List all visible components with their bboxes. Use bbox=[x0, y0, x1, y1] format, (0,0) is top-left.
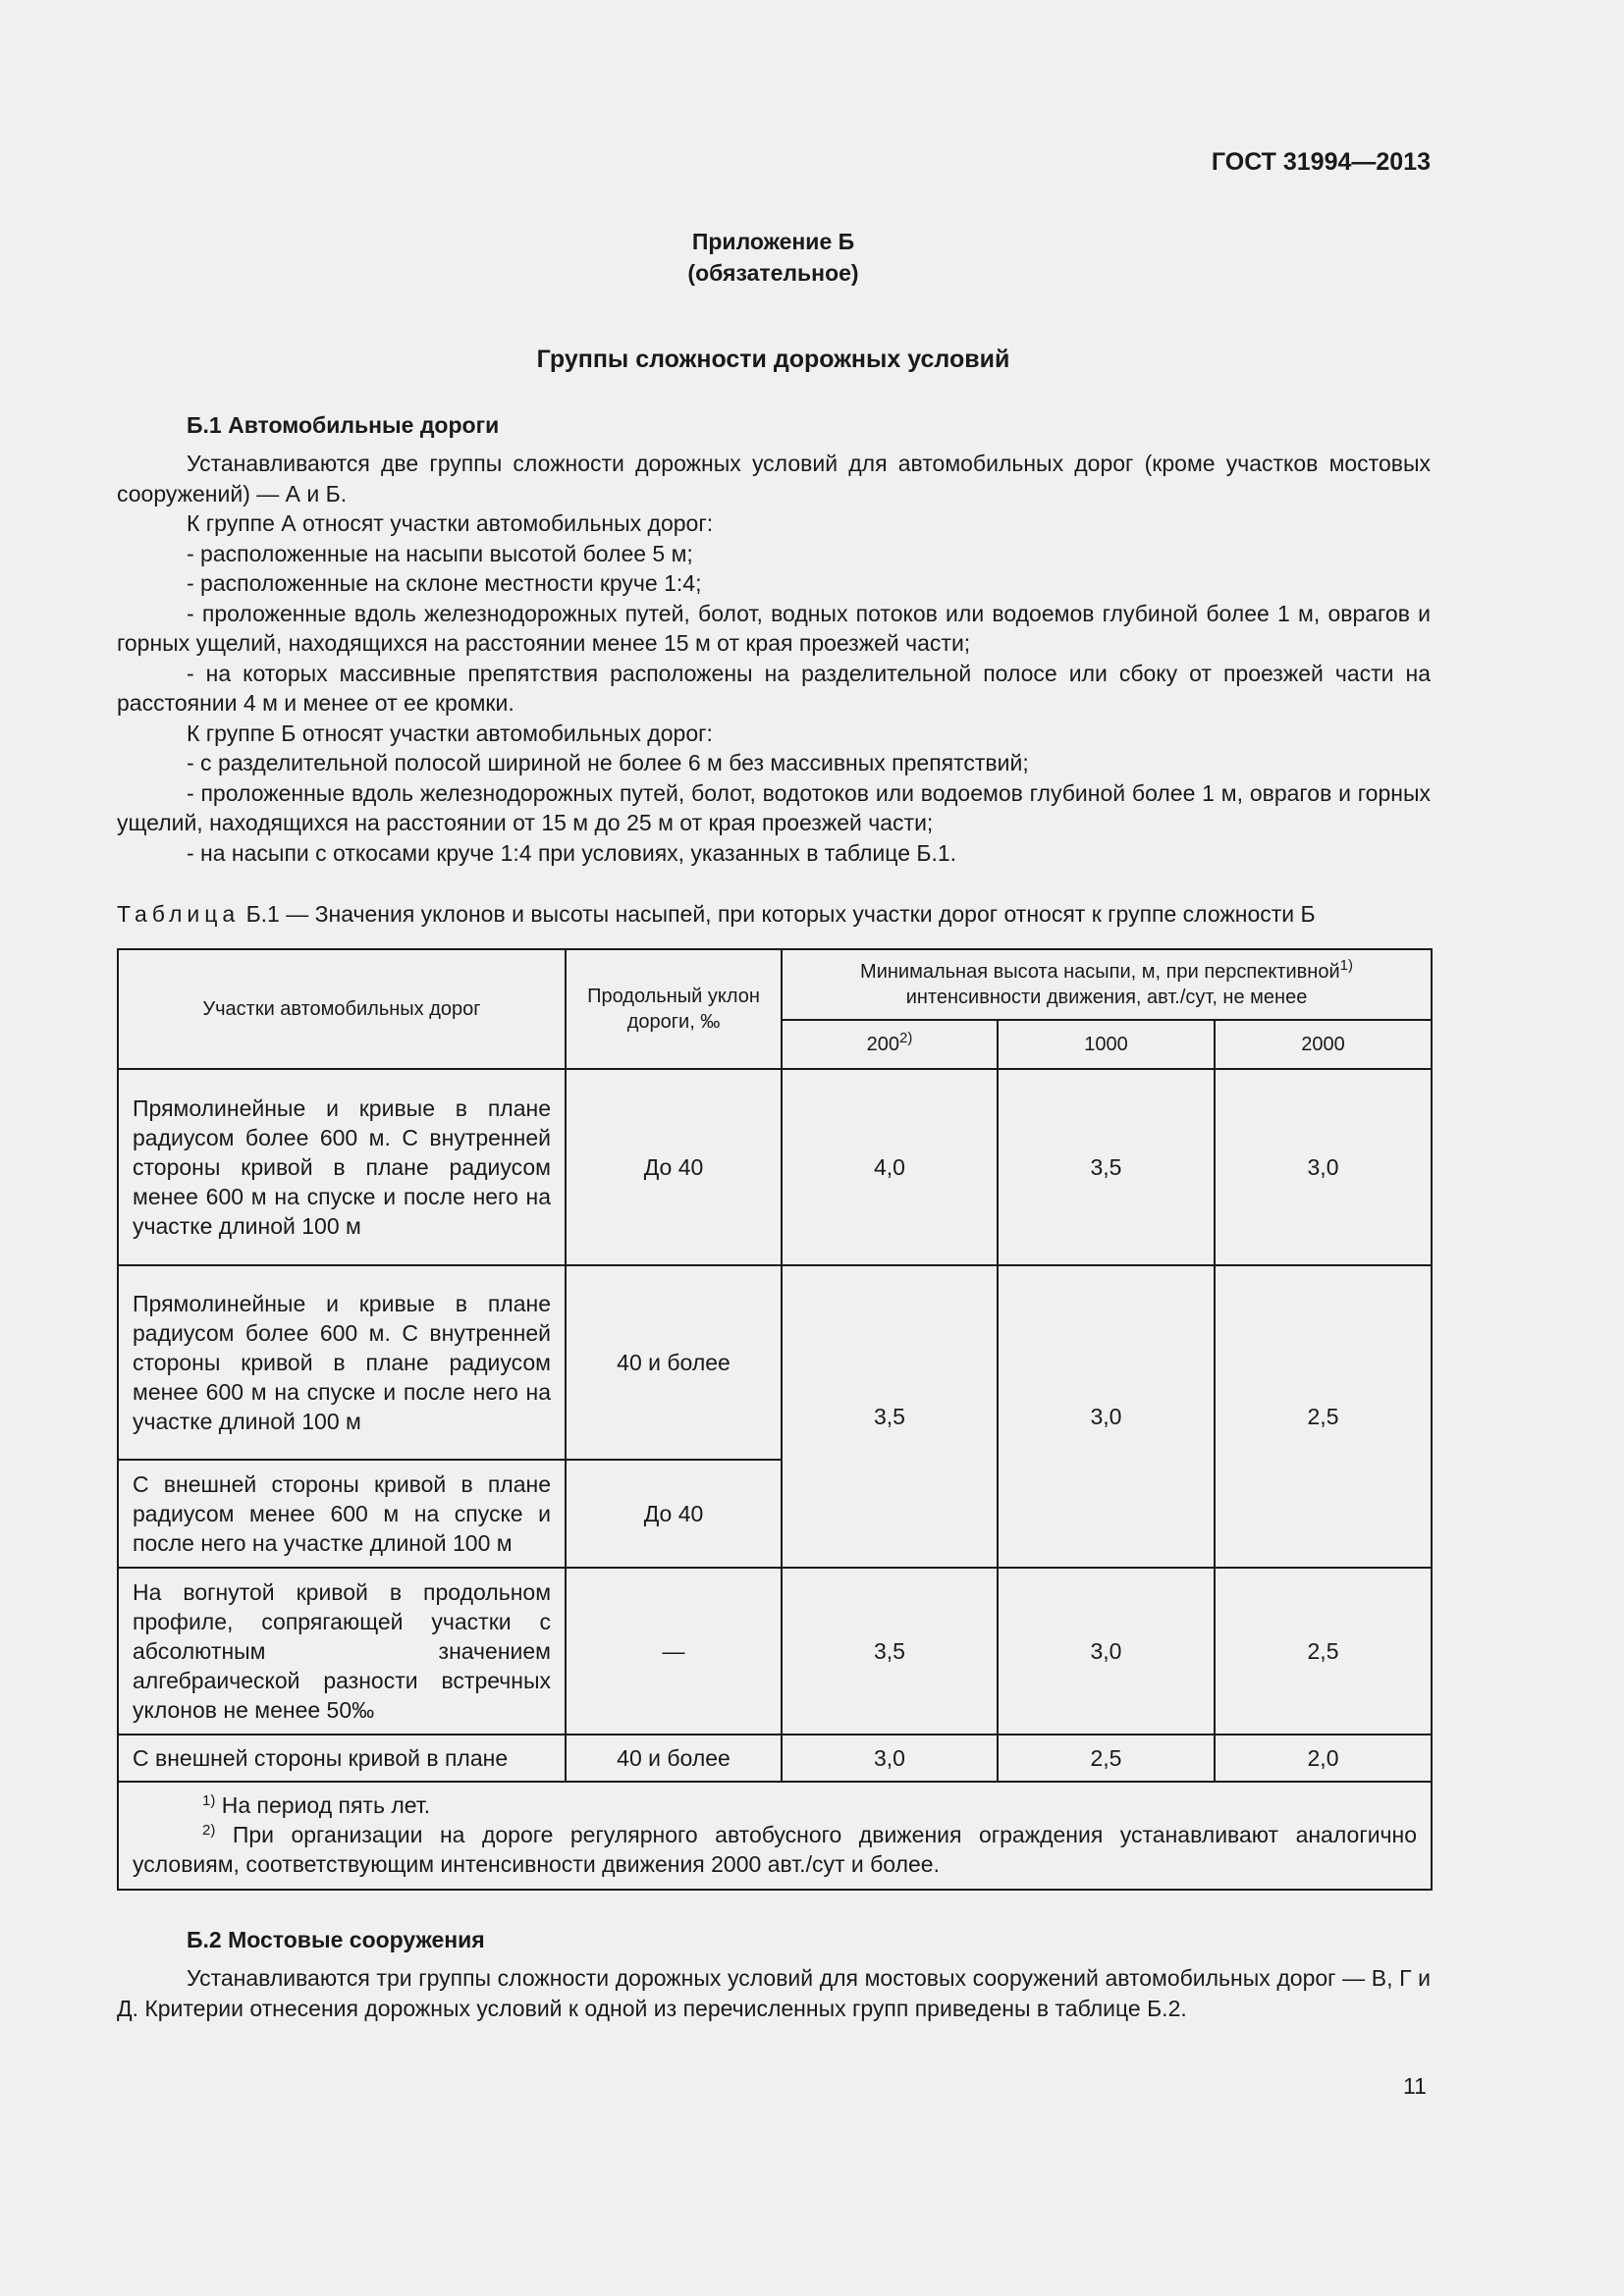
cell-2000: 2,5 bbox=[1215, 1265, 1432, 1568]
annex-title: Приложение Б bbox=[691, 229, 855, 254]
cell-section: Прямолинейные и кривые в плане радиусом более 600 м. С внутренней стороны кривой в плане радиусом менее 600 м на спуске и после него на участке длиной 100 м bbox=[118, 1069, 566, 1265]
header-road-sections: Участки автомобильных дорог bbox=[118, 949, 566, 1069]
cell-slope: До 40 bbox=[566, 1069, 782, 1265]
cell-section: Прямолинейные и кривые в плане радиусом более 600 м. С внутренней стороны кривой в плане радиусом менее 600 м на спуске и после него на участке длиной 100 м bbox=[118, 1265, 566, 1460]
list-item: - на которых массивные препятствия расположены на разделительной полосе или сбоку от проезжей части на расстоянии 4 м и менее от ее кромки. bbox=[117, 660, 1431, 716]
section-2-body bbox=[117, 1963, 1431, 2023]
cell-1000: 3,0 bbox=[998, 1265, 1215, 1568]
header-intensity-2000: 2000 bbox=[1215, 1020, 1432, 1069]
header-intensity-200: 200$^{2)}$ bbox=[782, 1020, 998, 1069]
page-title: Группы сложности дорожных условий bbox=[536, 346, 1010, 373]
cell-200: 4,0 bbox=[782, 1069, 998, 1265]
table-notes-row bbox=[118, 1782, 1432, 1890]
table-notes bbox=[118, 1782, 1432, 1890]
section-2-heading: Б.2 Мостовые сооружения bbox=[187, 1927, 485, 1952]
table-row bbox=[118, 1568, 1432, 1735]
cell-section: На вогнутой кривой в продольном профиле, сопрягающей участки с абсолютным значением алгебраической разности встречных уклонов не менее 50‰ bbox=[118, 1568, 566, 1735]
paragraph: К группе Б относят участки автомобильных дорог: bbox=[187, 720, 713, 746]
list-item: - расположенные на насыпи высотой более 5 м; bbox=[187, 540, 693, 566]
table-caption bbox=[117, 901, 1316, 928]
cell-slope: 40 и более bbox=[566, 1735, 782, 1782]
cell-2000: 2,0 bbox=[1215, 1735, 1432, 1782]
list-item: - с разделительной полосой шириной не более 6 м без массивных препятствий; bbox=[187, 750, 1029, 775]
header-slope: Продольный уклон дороги, ‰ bbox=[566, 949, 782, 1069]
paragraph: Устанавливаются три группы сложности дорожных условий для мостовых сооружений автомобильных дорог — В, Г и Д. Критерии отнесения дорожных условий к одной из перечисленных групп приведены в таблице Б.2. bbox=[117, 1965, 1431, 2021]
cell-2000: 3,0 bbox=[1215, 1069, 1432, 1265]
table-row bbox=[118, 1735, 1432, 1782]
table-row bbox=[118, 1265, 1432, 1460]
cell-200: 3,5 bbox=[782, 1265, 998, 1568]
cell-section: С внешней стороны кривой в плане радиусом менее 600 м на спуске и после него на участке длиной 100 м bbox=[118, 1460, 566, 1568]
annex-status: (обязательное) bbox=[687, 260, 859, 286]
cell-2000: 2,5 bbox=[1215, 1568, 1432, 1735]
paragraph: К группе А относят участки автомобильных дорог: bbox=[187, 510, 714, 536]
table-caption-label: Таблица bbox=[117, 901, 241, 927]
cell-200: 3,5 bbox=[782, 1568, 998, 1735]
page-number: 11 bbox=[1403, 2073, 1427, 2099]
cell-200: 3,0 bbox=[782, 1735, 998, 1782]
list-item: - проложенные вдоль железнодорожных путей, болот, водных потоков или водоемов глубиной более 1 м, оврагов и горных ущелий, находящихся на расстоянии менее 15 м от края проезжей части; bbox=[117, 600, 1431, 656]
section-1-body bbox=[117, 449, 1431, 868]
paragraph: Устанавливаются две группы сложности дорожных условий для автомобильных дорог (кроме участков мостовых сооружений) — А и Б. bbox=[117, 451, 1431, 507]
cell-slope: 40 и более bbox=[566, 1265, 782, 1460]
annex-heading bbox=[0, 226, 1546, 289]
table-row bbox=[118, 1069, 1432, 1265]
document-id: ГОСТ 31994—2013 bbox=[1211, 148, 1431, 176]
slope-embankment-table bbox=[117, 948, 1433, 1891]
cell-1000: 3,0 bbox=[998, 1568, 1215, 1735]
table-caption-text: Б.1 — Значения уклонов и высоты насыпей, при которых участки дорог относят к группе сложности Б bbox=[245, 901, 1316, 927]
cell-1000: 3,5 bbox=[998, 1069, 1215, 1265]
cell-section: С внешней стороны кривой в плане bbox=[118, 1735, 566, 1782]
header-min-height: Минимальная высота насыпи, м, при перспективной$^{1)}$ интенсивности движения, авт./сут, не менее bbox=[782, 949, 1432, 1020]
section-1-heading: Б.1 Автомобильные дороги bbox=[187, 412, 500, 438]
footnote: $^{1)}$ На период пять лет. bbox=[202, 1792, 431, 1818]
list-item: - проложенные вдоль железнодорожных путей, болот, водотоков или водоемов глубиной более 1 м, оврагов и горных ущелий, находящихся на расстоянии от 15 м до 25 м от края проезжей части; bbox=[117, 779, 1431, 835]
cell-1000: 2,5 bbox=[998, 1735, 1215, 1782]
list-item: - на насыпи с откосами круче 1:4 при условиях, указанных в таблице Б.1. bbox=[187, 839, 957, 866]
footnote: $^{2)}$ При организации на дороге регулярного автобусного движения ограждения устанавливают аналогично условиям, соответствующим интенсивности движения 2000 авт./сут и более. bbox=[133, 1822, 1418, 1877]
list-item: - расположенные на склоне местности круче 1:4; bbox=[187, 570, 702, 596]
cell-slope: До 40 bbox=[566, 1460, 782, 1568]
header-intensity-1000: 1000 bbox=[998, 1020, 1215, 1069]
cell-slope: — bbox=[566, 1568, 782, 1735]
